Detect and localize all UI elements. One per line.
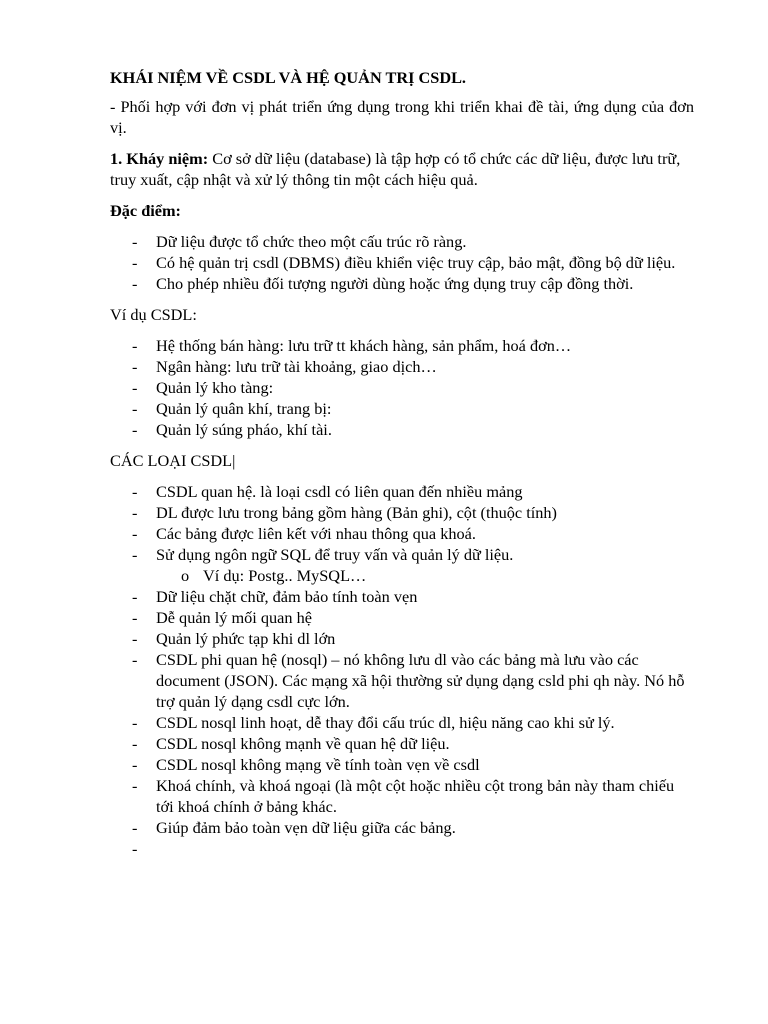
list-item-text: Sử dụng ngôn ngữ SQL để truy vấn và quản lý dữ liệu. [156, 545, 514, 564]
definition-text: Cơ sở dữ liệu (database) là tập hợp có tổ chức các dữ liệu, được lưu trữ, truy xuất, cập nhật và xử lý thông tin một cách hiệu quả. [110, 149, 681, 189]
list-item [110, 649, 694, 712]
list-item [110, 733, 694, 754]
list-item-text: Dễ quản lý mối quan hệ [156, 608, 312, 627]
list-item-text: Có hệ quản trị csdl (DBMS) điều khiển việc truy cập, bảo mật, đồng bộ dữ liệu. [156, 253, 676, 272]
dash-bullet-marker: - [132, 818, 138, 837]
dash-bullet-marker: - [132, 608, 138, 627]
list-item-text: Quản lý súng pháo, khí tài. [156, 420, 332, 439]
list-item [110, 356, 694, 377]
list-item [110, 628, 694, 649]
list-item-text: CSDL quan hệ. là loại csdl có liên quan đến nhiều mảng [156, 482, 523, 501]
document-body [110, 67, 694, 858]
list-item [110, 544, 694, 565]
sub-bullet-marker: o [181, 566, 190, 585]
list-item-text: Giúp đảm bảo toàn vẹn dữ liệu giữa các bảng. [156, 818, 456, 837]
dash-bullet-marker: - [132, 713, 138, 732]
list-item [110, 481, 694, 502]
dash-bullet-marker: - [132, 650, 138, 669]
list-item [110, 775, 694, 817]
list-item-text: Dữ liệu chặt chữ, đảm bảo tính toàn vẹn [156, 587, 418, 606]
definition-label: 1. Kháy niệm: [110, 149, 209, 168]
document-title: KHÁI NIỆM VỀ CSDL VÀ HỆ QUẢN TRỊ CSDL. [110, 68, 467, 87]
types-list [110, 481, 694, 858]
list-item [110, 754, 694, 775]
list-item [110, 231, 694, 252]
dash-bullet-marker: - [132, 253, 138, 272]
list-item-text: Cho phép nhiều đối tượng người dùng hoặc ứng dụng truy cập đồng thời. [156, 274, 634, 293]
list-item-text: Ví dụ: Postg.. MySQL… [203, 566, 367, 585]
list-item [110, 712, 694, 733]
list-item-text: CSDL nosql linh hoạt, dễ thay đổi cấu trúc dl, hiệu năng cao khi sử lý. [156, 713, 615, 732]
list-item-text: Quản lý quân khí, trang bị: [156, 399, 332, 418]
dash-bullet-marker: - [132, 776, 138, 795]
dash-bullet-marker: - [132, 503, 138, 522]
list-item-text: Quản lý kho tàng: [156, 378, 274, 397]
dash-bullet-marker: - [132, 482, 138, 501]
dash-bullet-marker: - [132, 545, 138, 564]
list-item [110, 607, 694, 628]
dash-bullet-marker: - [132, 420, 138, 439]
dash-bullet-marker: - [132, 399, 138, 418]
list-item [110, 252, 694, 273]
dash-bullet-marker: - [132, 587, 138, 606]
list-item-text: Ngân hàng: lưu trữ tài khoảng, giao dịch… [156, 357, 437, 376]
dash-bullet-marker: - [132, 629, 138, 648]
list-item-text: CSDL phi quan hệ (nosql) – nó không lưu dl vào các bảng mà lưu vào các document (JSON). Các mạng xã hội thường sử dụng dạng csld phi qh này. Nó hỗ trợ quản lý dạng csdl cực lớn. [156, 650, 685, 711]
features-heading: Đặc điểm: [110, 201, 181, 220]
dash-bullet-marker: - [132, 274, 138, 293]
examples-heading: Ví dụ CSDL: [110, 305, 197, 324]
dash-bullet-marker: - [132, 734, 138, 753]
list-item-text: Khoá chính, và khoá ngoại (là một cột hoặc nhiều cột trong bản này tham chiếu tới khoá chính ở bảng khác. [156, 776, 675, 816]
types-heading: CÁC LOẠI CSDL| [110, 451, 236, 470]
list-item [110, 586, 694, 607]
list-item [110, 335, 694, 356]
features-list [110, 231, 694, 294]
list-item-text: CSDL nosql không mạng về tính toàn vẹn về csdl [156, 755, 480, 774]
dash-bullet-marker: - [132, 524, 138, 543]
list-item-text: CSDL nosql không mạnh về quan hệ dữ liệu. [156, 734, 450, 753]
definition-paragraph [110, 148, 694, 190]
list-item [110, 817, 694, 838]
list-item-text: DL được lưu trong bảng gồm hàng (Bản ghi), cột (thuộc tính) [156, 503, 557, 522]
list-item-text: Các bảng được liên kết với nhau thông qua khoá. [156, 524, 476, 543]
list-item [110, 565, 694, 586]
list-item-text: Dữ liệu được tổ chức theo một cấu trúc rõ ràng. [156, 232, 467, 251]
dash-bullet-marker: - [132, 755, 138, 774]
dash-bullet-marker: - [132, 357, 138, 376]
dash-bullet-marker: - [132, 232, 138, 251]
dash-bullet-marker: - [132, 336, 138, 355]
list-item [110, 273, 694, 294]
dash-bullet-marker: - [132, 378, 138, 397]
list-item-text: Hệ thống bán hàng: lưu trữ tt khách hàng, sản phẩm, hoá đơn… [156, 336, 572, 355]
list-item-text: Quản lý phức tạp khi dl lớn [156, 629, 336, 648]
examples-list [110, 335, 694, 440]
list-item [110, 502, 694, 523]
list-item [110, 377, 694, 398]
list-item [110, 398, 694, 419]
dash-bullet-marker: - [132, 839, 138, 858]
list-item [110, 523, 694, 544]
intro-paragraph: - Phối hợp với đơn vị phát triển ứng dụng trong khi triển khai đề tài, ứng dụng của đơn vị. [110, 97, 694, 137]
list-item [110, 419, 694, 440]
